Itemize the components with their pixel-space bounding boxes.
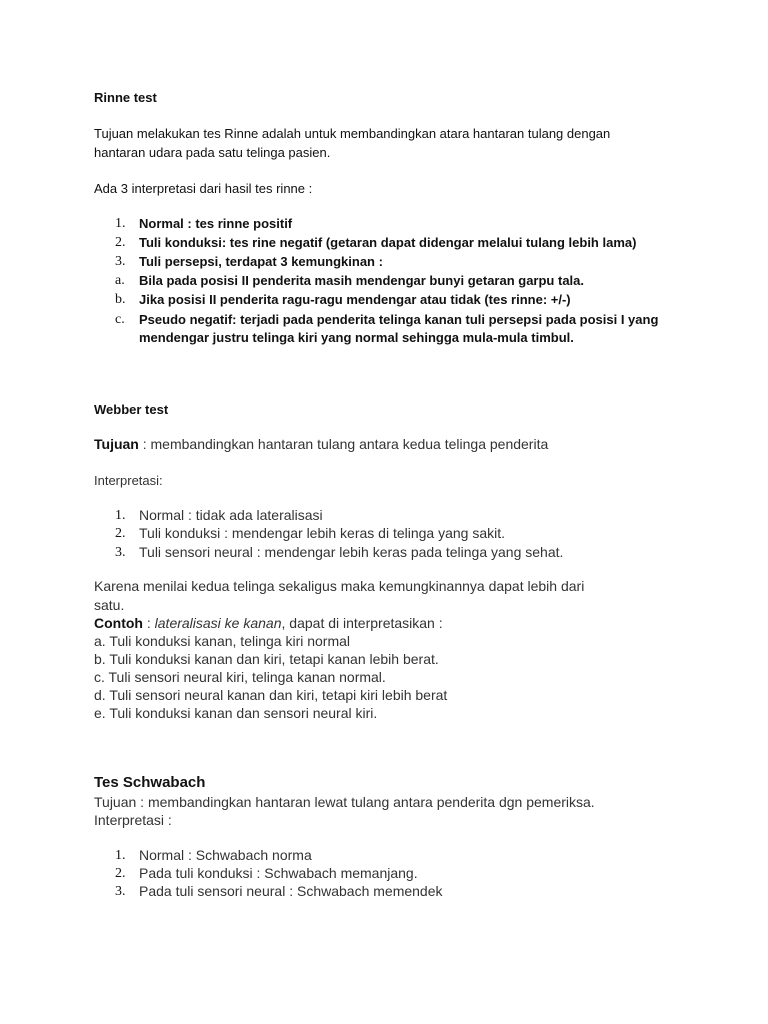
list-item: Normal : tes rinne positif	[139, 216, 293, 231]
example-line: b. Tuli konduksi kanan dan kiri, tetapi kanan lebih berat.	[94, 651, 439, 667]
contoh-sep: :	[142, 615, 155, 631]
list-marker: 1.	[115, 848, 126, 863]
list-item: Tuli konduksi : mendengar lebih keras di telinga yang sakit.	[139, 525, 506, 541]
list-item: Tuli sensori neural : mendengar lebih keras pada telinga yang sehat.	[139, 544, 564, 560]
list-marker: 2.	[115, 526, 126, 541]
list-marker: 1.	[115, 508, 126, 523]
list-marker: 2.	[115, 235, 126, 250]
contoh-italic: lateralisasi ke kanan	[154, 615, 282, 631]
list-item: Tuli persepsi, terdapat 3 kemungkinan :	[139, 254, 383, 269]
list-item: Tuli konduksi: tes rine negatif (getaran dapat didengar melalui tulang lebih lama)	[139, 235, 637, 250]
contoh-rest: , dapat di interpretasikan :	[281, 615, 443, 631]
example-line: c. Tuli sensori neural kiri, telinga kanan normal.	[94, 669, 386, 685]
list-item: Jika posisi II penderita ragu-ragu mendengar atau tidak (tes rinne: +/-)	[139, 292, 571, 307]
list-marker: b.	[115, 292, 126, 307]
rinne-intro-line-2: hantaran udara pada satu telinga pasien.	[94, 145, 331, 160]
schwabach-tujuan: Tujuan : membandingkan hantaran lewat tulang antara penderita dgn pemeriksa.	[94, 794, 595, 810]
schwabach-title: Tes Schwabach	[94, 774, 206, 791]
list-marker: 3.	[115, 884, 126, 899]
tujuan-text: : membandingkan hantaran tulang antara kedua telinga penderita	[138, 436, 549, 452]
list-item: Bila pada posisi II penderita masih mendengar bunyi getaran garpu tala.	[139, 273, 584, 288]
webber-tujuan	[94, 435, 548, 453]
webber-interp-label: Interpretasi:	[94, 473, 163, 488]
contoh-label: Contoh	[94, 615, 143, 631]
list-item: Pseudo negatif: terjadi pada penderita telinga kanan tuli persepsi pada posisi I yang	[139, 312, 659, 327]
rinne-interp-heading: Ada 3 interpretasi dari hasil tes rinne :	[94, 181, 313, 196]
rinne-intro-line-1: Tujuan melakukan tes Rinne adalah untuk membandingkan atara hantaran tulang dengan	[94, 126, 611, 141]
list-marker: c.	[115, 312, 125, 327]
list-marker: 3.	[115, 254, 126, 269]
example-line: d. Tuli sensori neural kanan dan kiri, tetapi kiri lebih berat	[94, 687, 448, 703]
list-marker: a.	[115, 273, 125, 288]
list-item: Pada tuli sensori neural : Schwabach memendek	[139, 883, 443, 899]
list-marker: 2.	[115, 866, 126, 881]
list-marker: 1.	[115, 216, 126, 231]
list-item: Normal : tidak ada lateralisasi	[139, 507, 323, 523]
list-item: Normal : Schwabach norma	[139, 847, 312, 863]
webber-contoh	[94, 614, 443, 632]
rinne-title: Rinne test	[94, 90, 157, 105]
webber-title: Webber test	[94, 402, 169, 417]
tujuan-label: Tujuan	[94, 436, 139, 452]
list-item: Pada tuli konduksi : Schwabach memanjang.	[139, 865, 418, 881]
example-line: e. Tuli konduksi kanan dan sensori neural kiri.	[94, 705, 378, 721]
example-line: a. Tuli konduksi kanan, telinga kiri normal	[94, 633, 351, 649]
list-marker: 3.	[115, 545, 126, 560]
webber-paragraph-line-1: Karena menilai kedua telinga sekaligus maka kemungkinannya dapat lebih dari	[94, 578, 585, 594]
list-item-continuation: mendengar justru telinga kiri yang normal sehingga mula-mula timbul.	[139, 330, 574, 345]
webber-paragraph-line-2: satu.	[94, 597, 125, 613]
schwabach-interp: Interpretasi :	[94, 812, 172, 828]
